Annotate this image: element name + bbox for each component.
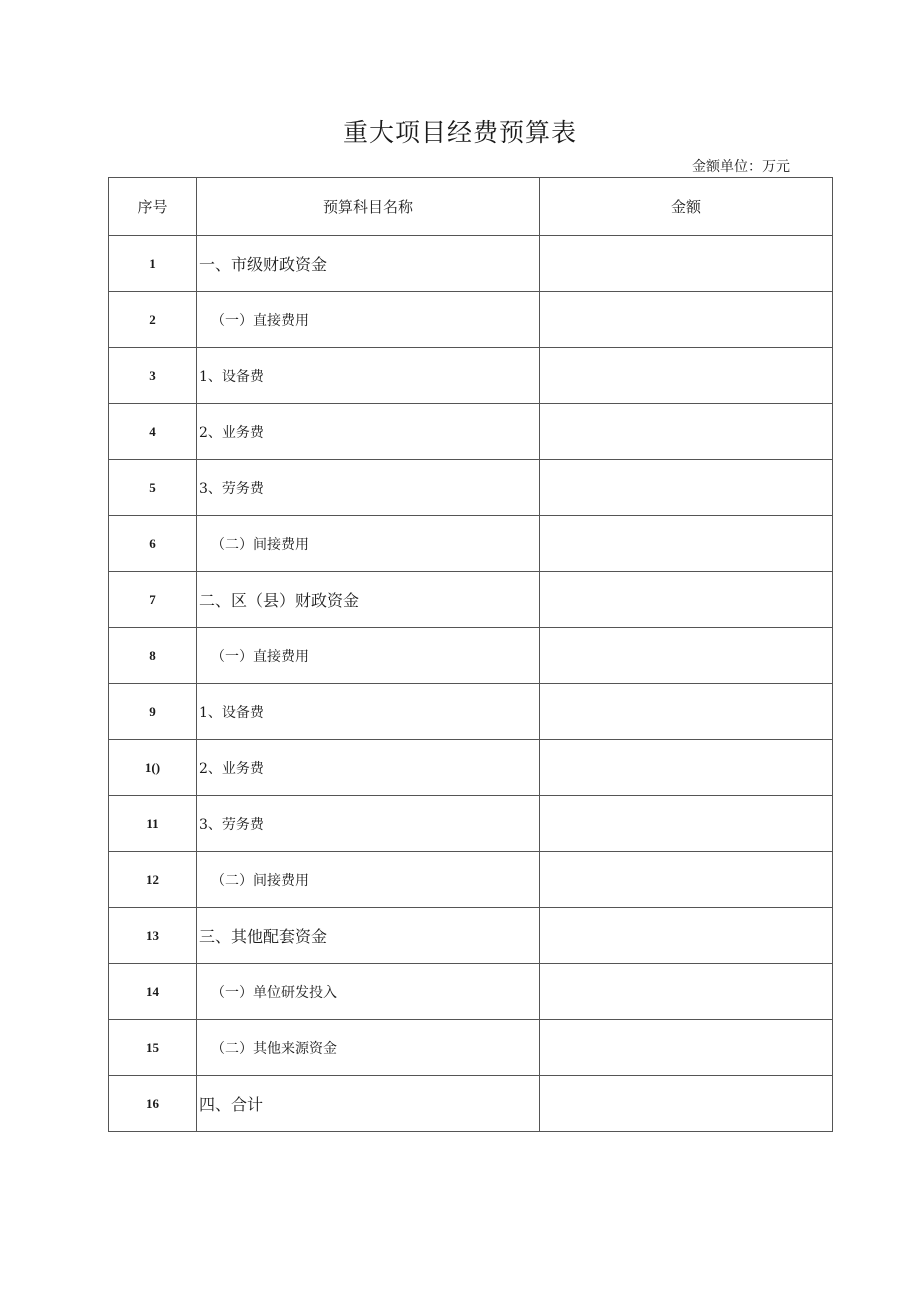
budget-table [108,177,833,1132]
row-amount[interactable] [540,628,833,684]
row-name: 四、合计 [197,1076,540,1132]
table-row [109,572,833,628]
row-amount[interactable] [540,572,833,628]
row-amount[interactable] [540,292,833,348]
header-seq: 序号 [109,178,197,236]
row-amount[interactable] [540,236,833,292]
row-amount[interactable] [540,1020,833,1076]
row-seq: 16 [109,1076,197,1132]
row-amount[interactable] [540,348,833,404]
row-name: （二）间接费用 [197,516,540,572]
table-row [109,684,833,740]
row-seq: 15 [109,1020,197,1076]
table-row [109,460,833,516]
row-seq: 5 [109,460,197,516]
row-name: （一）直接费用 [197,292,540,348]
row-name: 3、劳务费 [197,460,540,516]
table-row [109,796,833,852]
row-amount[interactable] [540,796,833,852]
document-title: 重大项目经费预算表 [342,118,577,147]
row-name: （二）间接费用 [197,852,540,908]
table-row [109,740,833,796]
row-seq: 1 [109,236,197,292]
row-seq: 14 [109,964,197,1020]
table-row [109,236,833,292]
table-row [109,964,833,1020]
table-row [109,292,833,348]
row-seq: 6 [109,516,197,572]
row-amount[interactable] [540,964,833,1020]
row-amount[interactable] [540,1076,833,1132]
row-seq: 13 [109,908,197,964]
row-seq: 1() [109,740,197,796]
table-row [109,1076,833,1132]
row-name: 2、业务费 [197,404,540,460]
row-name: 2、业务费 [197,740,540,796]
table-row [109,852,833,908]
amount-unit-note: 金额单位：万元 [692,159,790,175]
table-row [109,348,833,404]
row-name: 三、其他配套资金 [197,908,540,964]
row-seq: 9 [109,684,197,740]
row-amount[interactable] [540,852,833,908]
table-row [109,908,833,964]
row-seq: 3 [109,348,197,404]
row-name: 一、市级财政资金 [197,236,540,292]
row-seq: 4 [109,404,197,460]
row-amount[interactable] [540,740,833,796]
header-name: 预算科目名称 [197,178,540,236]
row-name: 二、区（县）财政资金 [197,572,540,628]
table-row [109,1020,833,1076]
row-seq: 12 [109,852,197,908]
table-header-row [109,178,833,236]
row-amount[interactable] [540,404,833,460]
row-name: （一）单位研发投入 [197,964,540,1020]
row-amount[interactable] [540,684,833,740]
row-name: 3、劳务费 [197,796,540,852]
table-row [109,516,833,572]
row-name: （二）其他来源资金 [197,1020,540,1076]
row-name: 1、设备费 [197,348,540,404]
row-seq: 7 [109,572,197,628]
row-seq: 8 [109,628,197,684]
table-row [109,404,833,460]
row-amount[interactable] [540,516,833,572]
row-name: 1、设备费 [197,684,540,740]
row-seq: 11 [109,796,197,852]
row-seq: 2 [109,292,197,348]
table-row [109,628,833,684]
row-amount[interactable] [540,908,833,964]
row-amount[interactable] [540,460,833,516]
row-name: （一）直接费用 [197,628,540,684]
header-amount: 金额 [540,178,833,236]
